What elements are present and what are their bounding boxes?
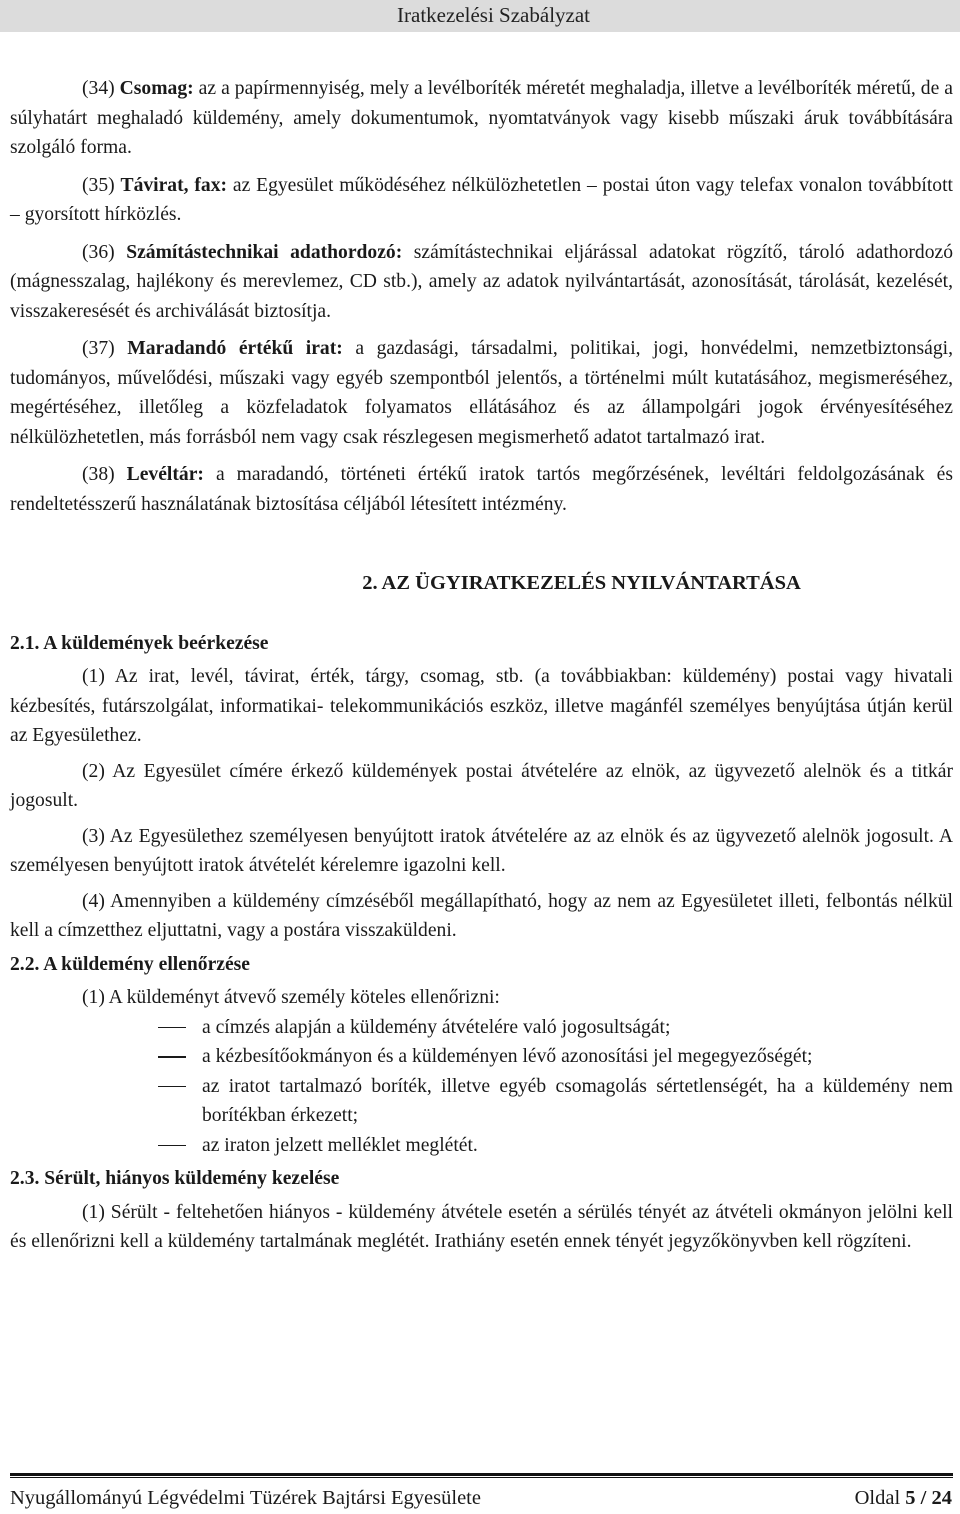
def-text: a gazdasági, társadalmi, politikai, jogi, honvédelmi, nemzetbiztonsági, tudományos, művelődési, műszaki vagy egyéb szempontból jelentős, a történelmi múlt kutatásához, megismeréséhez, megértéséhez, illetőleg a közfeladatok folyamatos ellátásához és az állampolgári jogok érvényesítéséhez nélkülözhetetlen, más forrásból nem vagy csak részlegesen megismerhető adatot tartalmazó irat. bbox=[10, 338, 953, 448]
document-title: Iratkezelési Szabályzat bbox=[397, 3, 590, 27]
paragraph: (1) Az irat, levél, távirat, érték, tárgy, csomag, stb. (a továbbiakban: küldemény) postai vagy hivatali kézbesítés, futárszolgálat, informatikai- telekommunikációs eszköz, illetve magánfél személyes benyújtása útján kerül az Egyesülethez. bbox=[10, 666, 953, 746]
page-header bbox=[0, 0, 960, 32]
list-item: az iratot tartalmazó boríték, illetve egyéb csomagolás sértetlenségét, ha a küldemény nem borítékban érkezett; bbox=[10, 1072, 953, 1131]
dash-bullet-icon bbox=[158, 1056, 186, 1058]
paragraph: (1) A küldeményt átvevő személy köteles ellenőrizni: bbox=[82, 987, 500, 1008]
definition-35 bbox=[10, 171, 953, 230]
def-text: az Egyesület működéséhez nélkülözhetetlen – postai úton vagy telefax vonalon továbbított – gyorsított hírközlés. bbox=[10, 174, 953, 225]
paragraph: (1) Sérült - feltehetően hiányos - küldemény átvétele esetén a sérülés tényét az átvételi okmányon jelölni kell és ellenőrizni kell a küldemény tartalmának meglétét. Irathiány esetén ennek tényét jegyzőkönyvben kell rögzíteni. bbox=[10, 1201, 953, 1252]
check-list bbox=[10, 1013, 953, 1161]
def-number: (34) bbox=[82, 78, 120, 99]
footer-divider bbox=[10, 1473, 953, 1478]
dash-bullet-icon bbox=[158, 1027, 186, 1029]
def-text: a maradandó, történeti értékű iratok tartós megőrzésének, levéltári feldolgozásának és rendeltetésszerű használatának biztosítása céljából létesített intézmény. bbox=[10, 464, 953, 515]
list-item: az iraton jelzett melléklet meglétét. bbox=[10, 1131, 953, 1161]
section-heading-2-1: 2.1. A küldemények beérkezése bbox=[10, 632, 269, 654]
section-heading-2-3: 2.3. Sérült, hiányos küldemény kezelése bbox=[10, 1168, 340, 1189]
def-number: (37) bbox=[82, 338, 128, 359]
definition-34 bbox=[10, 74, 953, 163]
paragraph: (2) Az Egyesület címére érkező küldemények postai átvételére az elnök, az ügyvezető alelnök és a titkár jogosult. bbox=[10, 760, 953, 811]
paragraph: (4) Amennyiben a küldemény címzéséből megállapítható, hogy az nem az Egyesületet illeti, felbontás nélkül kell a címzetthez eljuttatni, vagy a postára visszaküldeni. bbox=[10, 890, 953, 941]
list-item: a kézbesítőokmányon és a küldeményen lévő azonosítási jel megegyezőségét; bbox=[10, 1042, 953, 1072]
page-number: Oldal 5 / 24 bbox=[854, 1487, 952, 1509]
def-term: Maradandó értékű irat: bbox=[127, 338, 343, 359]
def-term: Csomag: bbox=[119, 78, 194, 99]
dash-bullet-icon bbox=[158, 1145, 186, 1147]
def-term: Számítástechnikai adathordozó: bbox=[126, 241, 403, 263]
definition-37 bbox=[10, 334, 953, 452]
chapter-heading: 2. AZ ÜGYIRATKEZELÉS NYILVÁNTARTÁSA bbox=[362, 572, 801, 594]
section-heading-2-2: 2.2. A küldemény ellenőrzése bbox=[10, 953, 251, 975]
def-number: (38) bbox=[82, 464, 127, 485]
def-text: számítástechnikai eljárással adatokat rögzítő, tároló adathordozó (mágnesszalag, hajlékony és merevlemez, CD stb.), amely az adatok nyilvántartását, azonosítását, tárolását, kezelését, visszakeresését és archiválását biztosítja. bbox=[10, 241, 953, 322]
def-term: Távirat, fax: bbox=[120, 174, 228, 196]
def-number: (35) bbox=[82, 174, 121, 196]
footer-organization: Nyugállományú Légvédelmi Tüzérek Bajtársi Egyesülete bbox=[10, 1487, 481, 1509]
list-item: a címzés alapján a küldemény átvételére való jogosultságát; bbox=[10, 1013, 953, 1043]
paragraph: (3) Az Egyesülethez személyesen benyújtott iratok átvételére az az elnök és az ügyvezető alelnök jogosult. A személyesen benyújtott iratok átvételét kérelemre igazolni kell. bbox=[10, 825, 953, 876]
def-number: (36) bbox=[82, 241, 127, 263]
definition-36 bbox=[10, 238, 953, 327]
dash-bullet-icon bbox=[158, 1086, 186, 1088]
def-text: az a papírmennyiség, mely a levélboríték méretét meghaladja, illetve a levélboríték méretű, de a súlyhatárt meghaladó küldemény, amely dokumentumok, nyomtatványok vagy kisebb műszaki áruk továbbítására szolgáló forma. bbox=[10, 78, 954, 158]
page-content bbox=[10, 74, 953, 1257]
def-term: Levéltár: bbox=[126, 464, 204, 485]
definition-38 bbox=[10, 460, 953, 519]
